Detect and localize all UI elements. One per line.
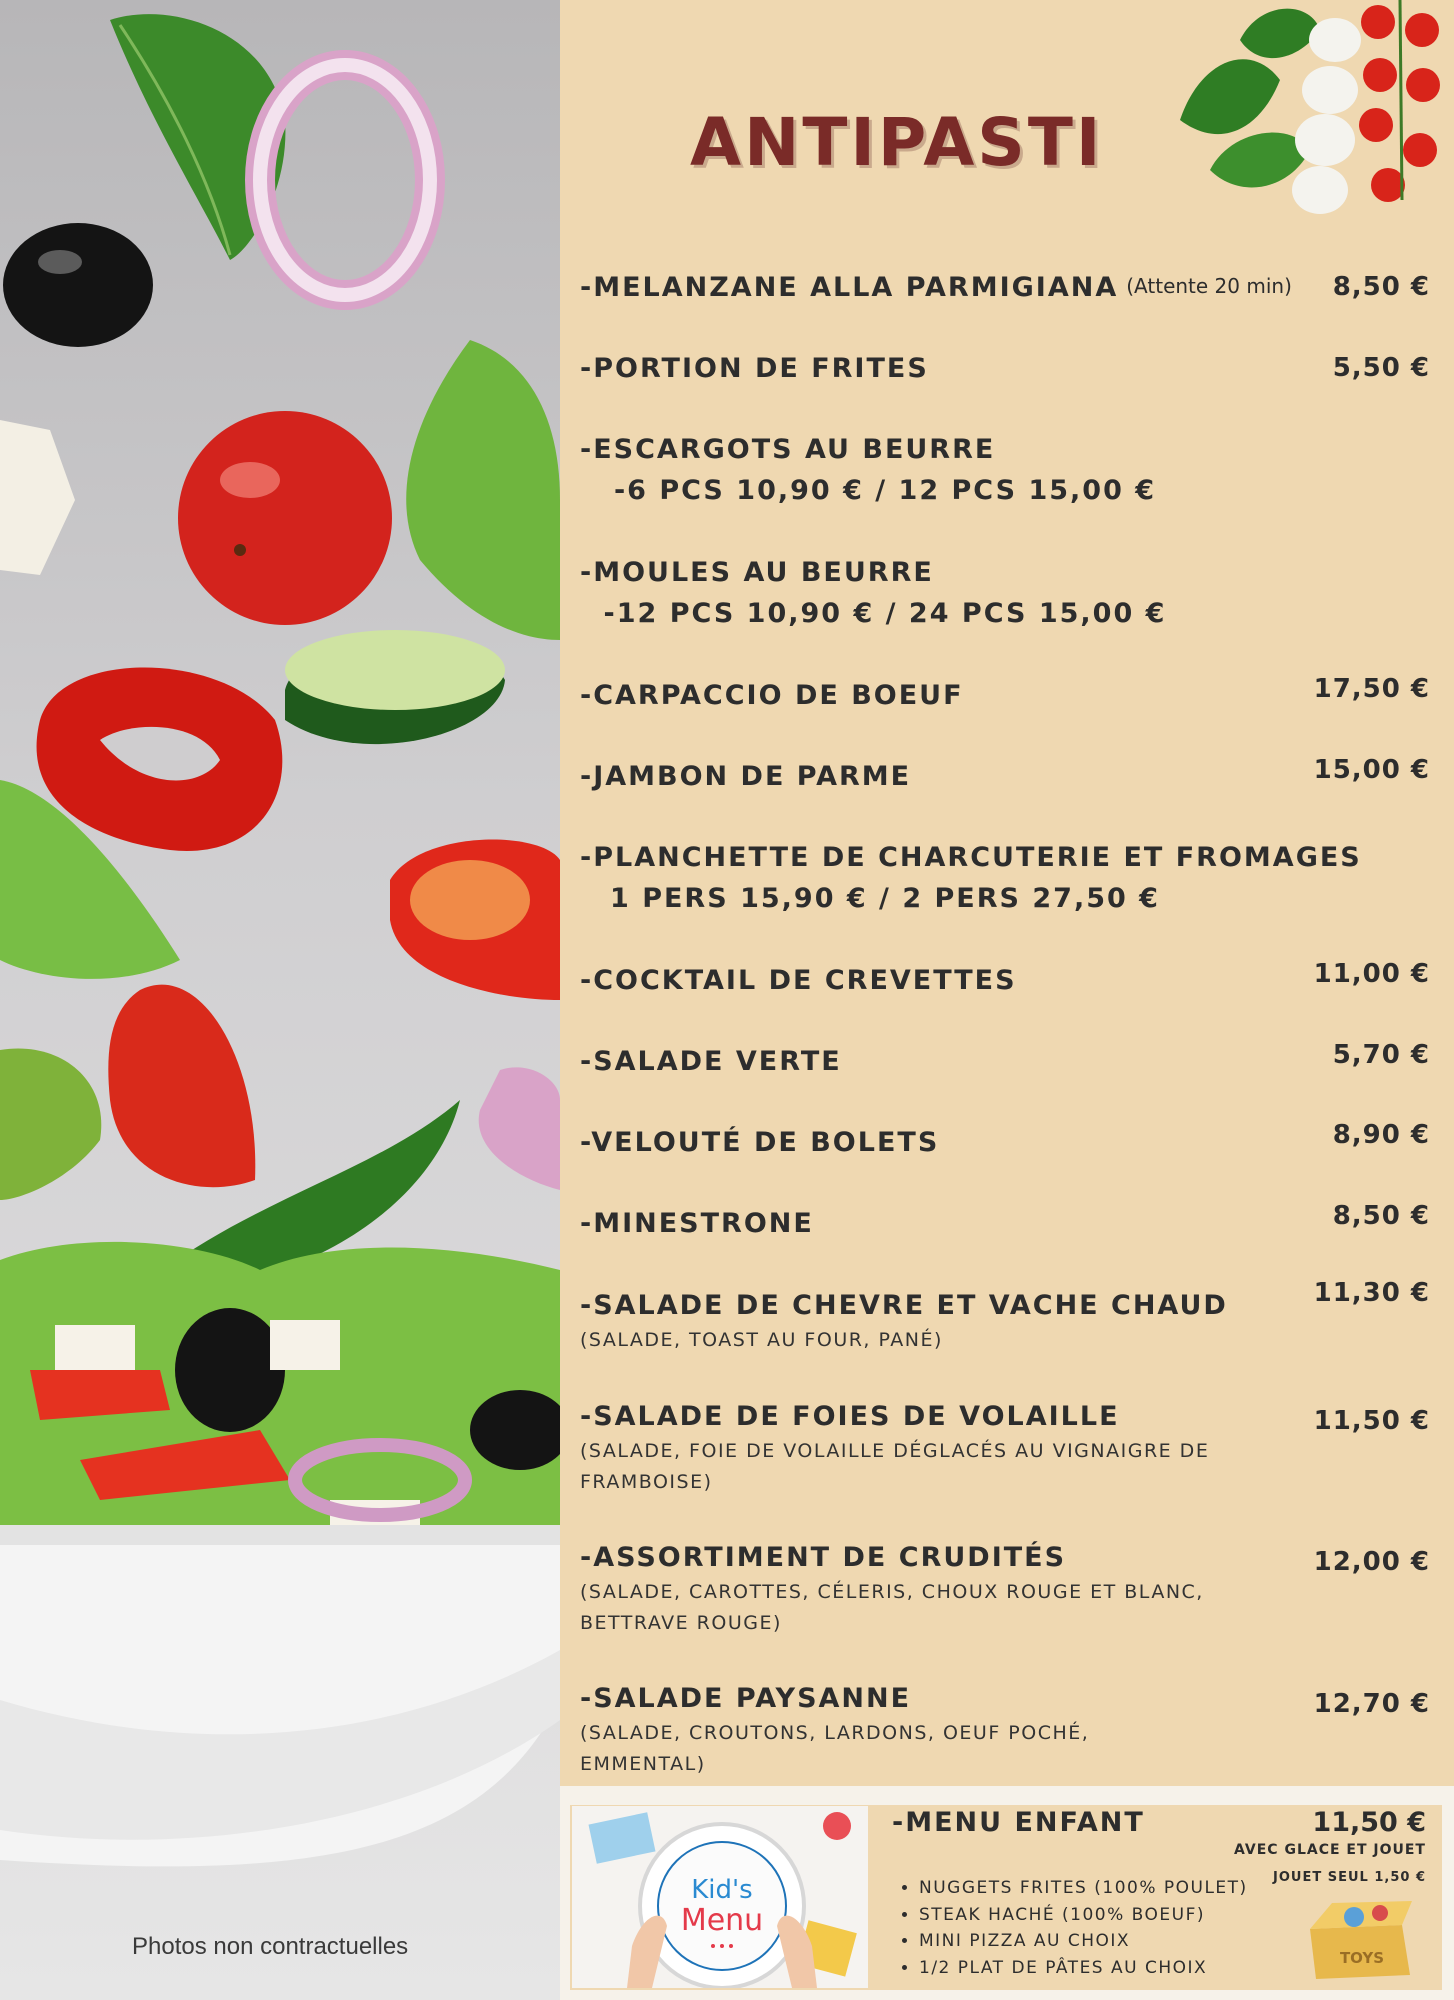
item-description: (SALADE, CROUTONS, LARDONS, OEUF POCHÉ, EMMENTAL) (580, 1722, 1090, 1775)
item-price: 12,00 € (1313, 1547, 1430, 1577)
tomato-basil-decoration (1140, 0, 1454, 230)
item-name: -COCKTAIL DE CREVETTES (580, 965, 1017, 996)
item-name: -MELANZANE ALLA PARMIGIANA (Attente 20 min) (580, 272, 1292, 303)
list-item: • STEAK HACHÉ (100% BOEUF) (919, 1902, 1248, 1929)
item-price: 12,70 € (1313, 1689, 1430, 1719)
item-name: -ASSORTIMENT DE CRUDITÉS (580, 1542, 1067, 1573)
menu-item (580, 1542, 1430, 1639)
item-price: 11,00 € (1313, 959, 1430, 989)
menu-item (580, 1278, 1430, 1356)
menu-item (580, 272, 1430, 303)
kids-logo-line1: Kid's (691, 1875, 753, 1905)
kids-menu-list (895, 1875, 1248, 1981)
menu-item (580, 434, 1430, 506)
item-price: 8,50 € (1332, 1201, 1430, 1231)
item-description: (SALADE, CAROTTES, CÉLERIS, CHOUX ROUGE ET BLANC, BETTRAVE ROUGE) (580, 1581, 1204, 1634)
menu-item (580, 1040, 1430, 1077)
item-name: -JAMBON DE PARME (580, 761, 912, 792)
item-note: (Attente 20 min) (1126, 274, 1292, 298)
item-description: (SALADE, TOAST AU FOUR, PANÉ) (580, 1329, 943, 1351)
item-name: -SALADE DE CHEVRE ET VACHE CHAUD (580, 1290, 1228, 1321)
kids-menu-note: AVEC GLACE ET JOUET (1234, 1842, 1426, 1858)
item-portions: -12 PCS 10,90 € / 24 PCS 15,00 € (603, 598, 1167, 629)
menu-item (580, 755, 1430, 792)
item-name: -PLANCHETTE DE CHARCUTERIE ET FROMAGES (580, 842, 1362, 873)
salad-illustration (0, 0, 560, 2000)
list-item: • NUGGETS FRITES (100% POULET) (919, 1875, 1248, 1902)
item-name: -ESCARGOTS AU BEURRE (580, 434, 996, 465)
menu-item (580, 557, 1430, 629)
item-name: -PORTION DE FRITES (580, 353, 929, 384)
item-price: 15,00 € (1313, 755, 1430, 785)
menu-item (580, 1201, 1430, 1239)
item-price: 11,50 € (1313, 1406, 1430, 1436)
menu-item (580, 1401, 1430, 1498)
salad-photo (0, 0, 560, 2000)
kids-logo-line2: Menu (680, 1903, 764, 1938)
menu-item (580, 959, 1430, 996)
item-portions: -6 PCS 10,90 € / 12 PCS 15,00 € (613, 475, 1157, 506)
item-name: -CARPACCIO DE BOEUF (580, 680, 964, 711)
item-name: -SALADE PAYSANNE (580, 1683, 912, 1714)
menu-item (580, 674, 1430, 711)
item-description: (SALADE, FOIE DE VOLAILLE DÉGLACÉS AU VIGNAIGRE DE FRAMBOISE) (580, 1440, 1210, 1493)
toys-label: TOYS (1339, 1949, 1385, 1967)
item-price: 5,70 € (1332, 1040, 1430, 1070)
item-name: -MOULES AU BEURRE (580, 557, 934, 588)
item-price: 11,30 € (1313, 1278, 1430, 1308)
item-name: -MINESTRONE (580, 1208, 814, 1239)
list-item: • MINI PIZZA AU CHOIX (919, 1928, 1248, 1955)
menu-item (580, 1120, 1430, 1158)
toy-price-note: JOUET SEUL 1,50 € (1273, 1870, 1426, 1885)
item-portions: 1 PERS 15,90 € / 2 PERS 27,50 € (610, 883, 1160, 914)
item-price: 8,50 € (1332, 272, 1430, 302)
list-item: • 1/2 PLAT DE PÂTES AU CHOIX (919, 1955, 1248, 1982)
toy-box-icon (1302, 1895, 1416, 1981)
kids-menu-image (572, 1806, 868, 1988)
item-price: 8,90 € (1332, 1120, 1430, 1150)
menu-item (580, 1683, 1430, 1780)
photo-caption: Photos non contractuelles (132, 1933, 409, 1960)
item-price: 5,50 € (1332, 353, 1430, 383)
item-name: -SALADE VERTE (580, 1046, 842, 1077)
kids-plate-illustration (572, 1806, 868, 1988)
page-title: ANTIPASTI (690, 104, 1104, 181)
item-price: 17,50 € (1313, 674, 1430, 704)
kids-menu-price: 11,50 € (1312, 1807, 1426, 1838)
menu-item (580, 842, 1430, 914)
kids-menu-title: -MENU ENFANT (892, 1807, 1145, 1838)
item-name: -SALADE DE FOIES DE VOLAILLE (580, 1401, 1120, 1432)
item-name: -VELOUTÉ DE BOLETS (580, 1127, 940, 1158)
menu-item (580, 353, 1430, 384)
